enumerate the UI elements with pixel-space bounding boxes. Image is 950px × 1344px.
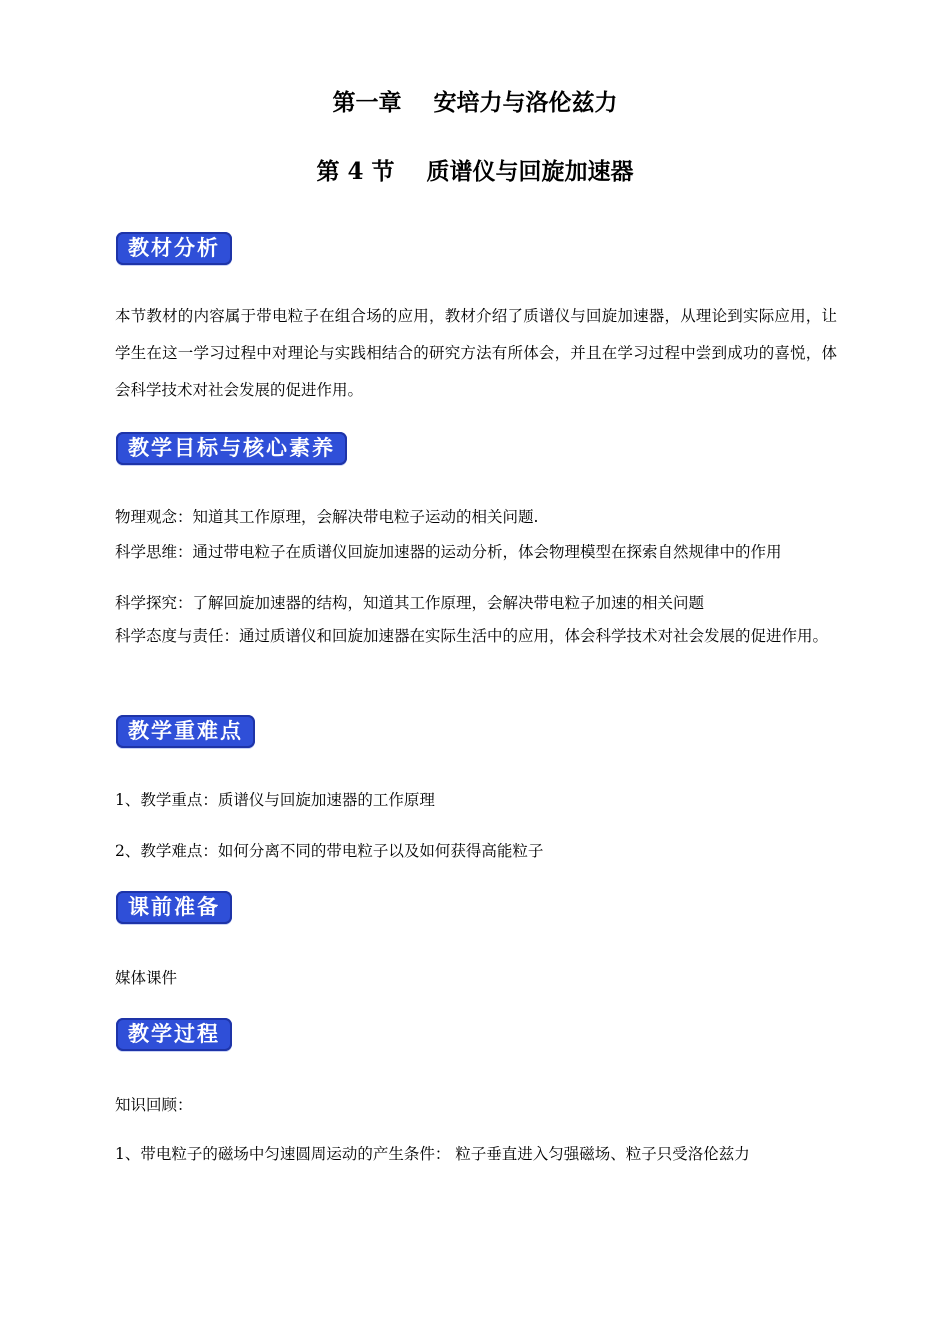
objective-item-attitude: 科学态度与责任：通过质谱仪和回旋加速器在实际生活中的应用，体会科学技术对社会发展的促进作用。 — [115, 627, 829, 645]
section-badge-preparation: 课前准备 — [116, 891, 232, 924]
preparation-text: 媒体课件 — [115, 969, 178, 987]
difficult-point-item: 2、教学难点：如何分离不同的带电粒子以及如何获得高能粒子 — [115, 842, 544, 860]
textbook-analysis-text: 本节教材的内容属于带电粒子在组合场的应用，教材介绍了质谱仪与回旋加速器，从理论到实际应用，让学生在这一学习过程中对理论与实践相结合的研究方法有所体会，并且在学习过程中尝到成功的喜悦，体会科学技术对社会发展的促进作用。 — [115, 307, 837, 399]
chapter-title: 第一章 安培力与洛伦兹力 — [332, 89, 618, 116]
section-title: 第 4 节 质谱仪与回旋加速器 — [316, 158, 634, 185]
section-badge-objectives: 教学目标与核心素养 — [116, 432, 347, 465]
process-item: 1、带电粒子的磁场中匀速圆周运动的产生条件： 粒子垂直进入匀强磁场、粒子只受洛伦兹力 — [115, 1145, 750, 1163]
section-badge-textbook-analysis: 教材分析 — [116, 232, 232, 265]
section-badge-process: 教学过程 — [116, 1018, 232, 1051]
process-intro: 知识回顾： — [115, 1096, 193, 1114]
key-point-item: 1、教学重点：质谱仪与回旋加速器的工作原理 — [115, 791, 435, 809]
objective-item-physics-concept: 物理观念：知道其工作原理，会解决带电粒子运动的相关问题. — [115, 508, 539, 526]
objective-item-scientific-inquiry: 科学探究：了解回旋加速器的结构，知道其工作原理，会解决带电粒子加速的相关问题 — [115, 594, 705, 612]
section-badge-key-points: 教学重难点 — [116, 715, 255, 748]
objective-item-scientific-thinking: 科学思维：通过带电粒子在质谱仪回旋加速器的运动分析，体会物理模型在探索自然规律中的作用 — [115, 543, 782, 561]
